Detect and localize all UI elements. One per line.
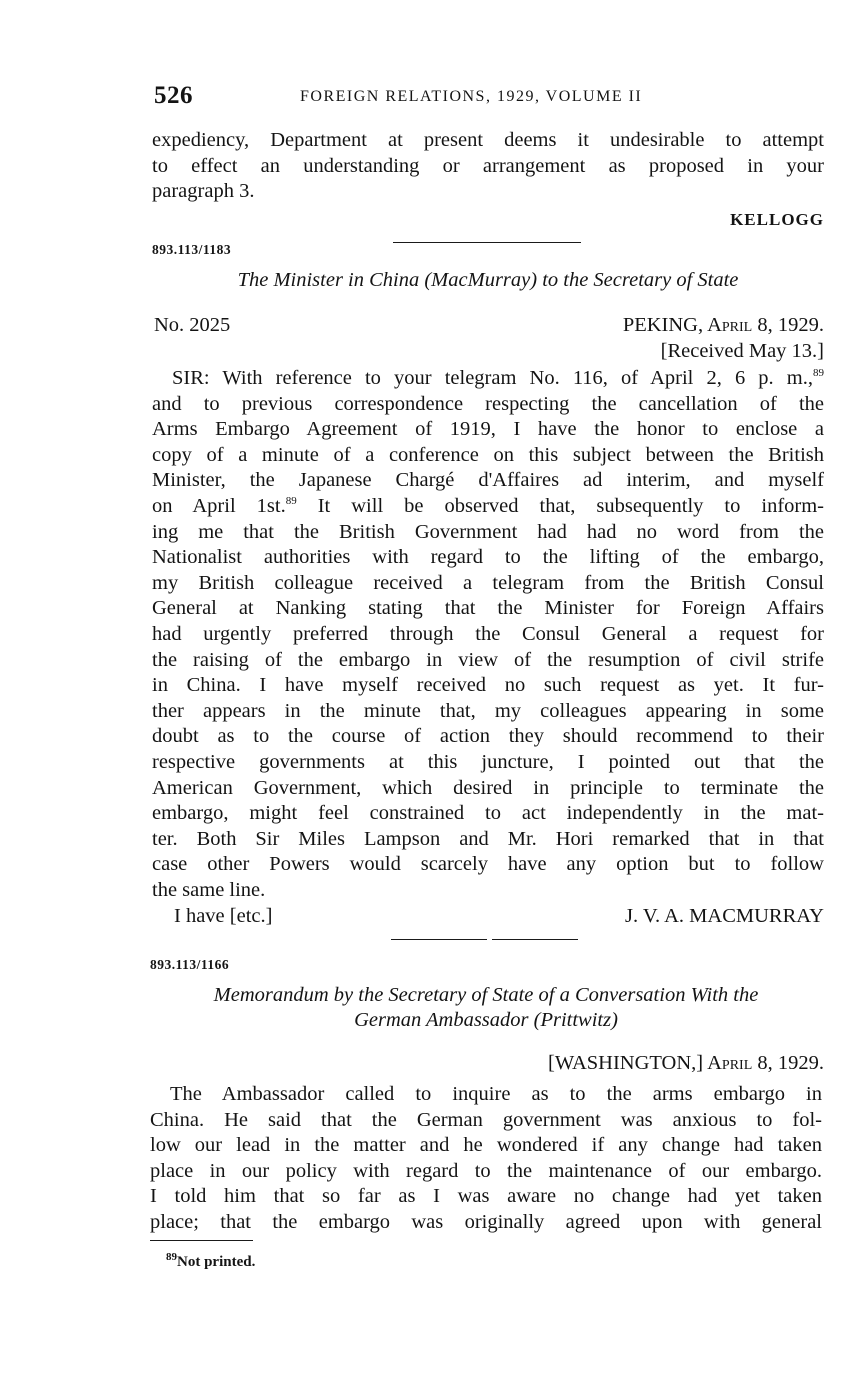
text-line: The Ambassador called to inquire as to the arms embargo in bbox=[170, 1083, 822, 1105]
footnote-marker: 89 bbox=[166, 1251, 177, 1263]
text-line: and to previous correspondence respecting the cancellation of the bbox=[152, 392, 824, 415]
page-number: 526 bbox=[154, 82, 193, 109]
text-line: low our lead in the matter and he wondered if any change had taken bbox=[150, 1134, 822, 1157]
text-line: the raising of the embargo in view of the resumption of civil strife bbox=[152, 648, 824, 671]
place-date bbox=[623, 314, 824, 337]
doc1-body bbox=[152, 366, 824, 903]
signature-macmurray bbox=[625, 905, 824, 928]
text-line bbox=[152, 366, 824, 392]
text-line: paragraph 3. bbox=[152, 180, 255, 203]
footnote-ref: 89 bbox=[285, 495, 297, 508]
place-date bbox=[548, 1052, 824, 1075]
text-line: China. He said that the German government was anxious to fol- bbox=[150, 1108, 822, 1131]
text-line: had urgently preferred through the Consul General a request for bbox=[152, 622, 824, 645]
text-line: Nationalist authorities with regard to the lifting of the embargo, bbox=[152, 546, 824, 569]
text-line: Arms Embargo Agreement of 1919, I have the honor to enclose a bbox=[152, 418, 824, 441]
text-line: my British colleague received a telegram from the British Consul bbox=[152, 571, 824, 594]
doc2-body bbox=[150, 1082, 822, 1236]
section-divider bbox=[393, 242, 581, 243]
text-line: case other Powers would scarcely have any option but to follow bbox=[152, 853, 824, 876]
text-line: General at Nanking stating that the Minister for Foreign Affairs bbox=[152, 597, 824, 620]
continuation-text bbox=[152, 128, 824, 205]
place-date-text: PEKING, April 8, 1929. bbox=[622, 314, 824, 336]
first-line-text: With reference to your telegram No. 116, of April 2, 6 p. m., bbox=[222, 367, 813, 389]
footnote-text: Not printed. bbox=[177, 1254, 256, 1270]
text-line: the same line. bbox=[152, 878, 266, 901]
text-line: place; that the embargo was originally agreed upon with general bbox=[150, 1210, 822, 1233]
closing: I have [etc.] bbox=[174, 905, 273, 927]
text-line: I told him that so far as I was aware no change had yet taken bbox=[150, 1185, 822, 1208]
text-line: in China. I have myself received no such request as yet. It fur- bbox=[152, 674, 824, 697]
text-line: doubt as to the course of action they should recommend to their bbox=[152, 725, 824, 748]
footnote-ref: 89 bbox=[813, 367, 824, 380]
text-line bbox=[152, 494, 824, 520]
text-line: Minister, the Japanese Chargé d'Affaires ad interim, and myself bbox=[152, 469, 824, 492]
place-date-text: [WASHINGTON,] April 8, 1929. bbox=[548, 1052, 824, 1074]
document-title: The Minister in China (MacMurray) to the Secretary of State bbox=[237, 269, 739, 291]
received-date: [Received May 13.] bbox=[660, 340, 824, 362]
running-title: FOREIGN RELATIONS, 1929, VOLUME II bbox=[300, 88, 643, 105]
text-line: expediency, Department at present deems it undesirable to attempt bbox=[152, 129, 824, 151]
text-line: American Government, which desired in principle to terminate the bbox=[152, 776, 824, 799]
signature-text: J. V. A. MACMURRAY bbox=[624, 905, 824, 927]
footnote-rule bbox=[150, 1240, 253, 1241]
signature-kellogg: KELLOGG bbox=[730, 210, 824, 229]
line-part: on April 1st. bbox=[152, 494, 286, 517]
file-number: 893.113/1183 bbox=[152, 242, 232, 257]
line-part: It will be observed that, subsequently to inform- bbox=[317, 494, 824, 517]
text-line: place in our policy with regard to the maintenance of our embargo. bbox=[150, 1159, 822, 1182]
document-title: Memorandum by the Secretary of State of a Conversation With the bbox=[213, 984, 759, 1006]
text-line: copy of a minute of a conference on this subject between the British bbox=[152, 443, 824, 466]
salutation: SIR: bbox=[172, 367, 210, 389]
text-line: to effect an understanding or arrangement as proposed in your bbox=[152, 154, 824, 177]
text-line: respective governments at this juncture, I pointed out that the bbox=[152, 750, 824, 773]
section-divider bbox=[391, 939, 487, 940]
text-line: embargo, might feel constrained to act independently in the mat- bbox=[152, 802, 824, 825]
section-divider bbox=[492, 939, 578, 940]
document-title: German Ambassador (Prittwitz) bbox=[354, 1009, 618, 1031]
text-line: ing me that the British Government had had no word from the bbox=[152, 520, 824, 543]
file-number: 893.113/1166 bbox=[150, 957, 230, 972]
text-line: ther appears in the minute that, my colleagues appearing in some bbox=[152, 699, 824, 722]
footnote bbox=[166, 1251, 256, 1271]
despatch-number: No. 2025 bbox=[154, 314, 231, 336]
text-line: ter. Both Sir Miles Lampson and Mr. Hori remarked that in that bbox=[152, 827, 824, 850]
